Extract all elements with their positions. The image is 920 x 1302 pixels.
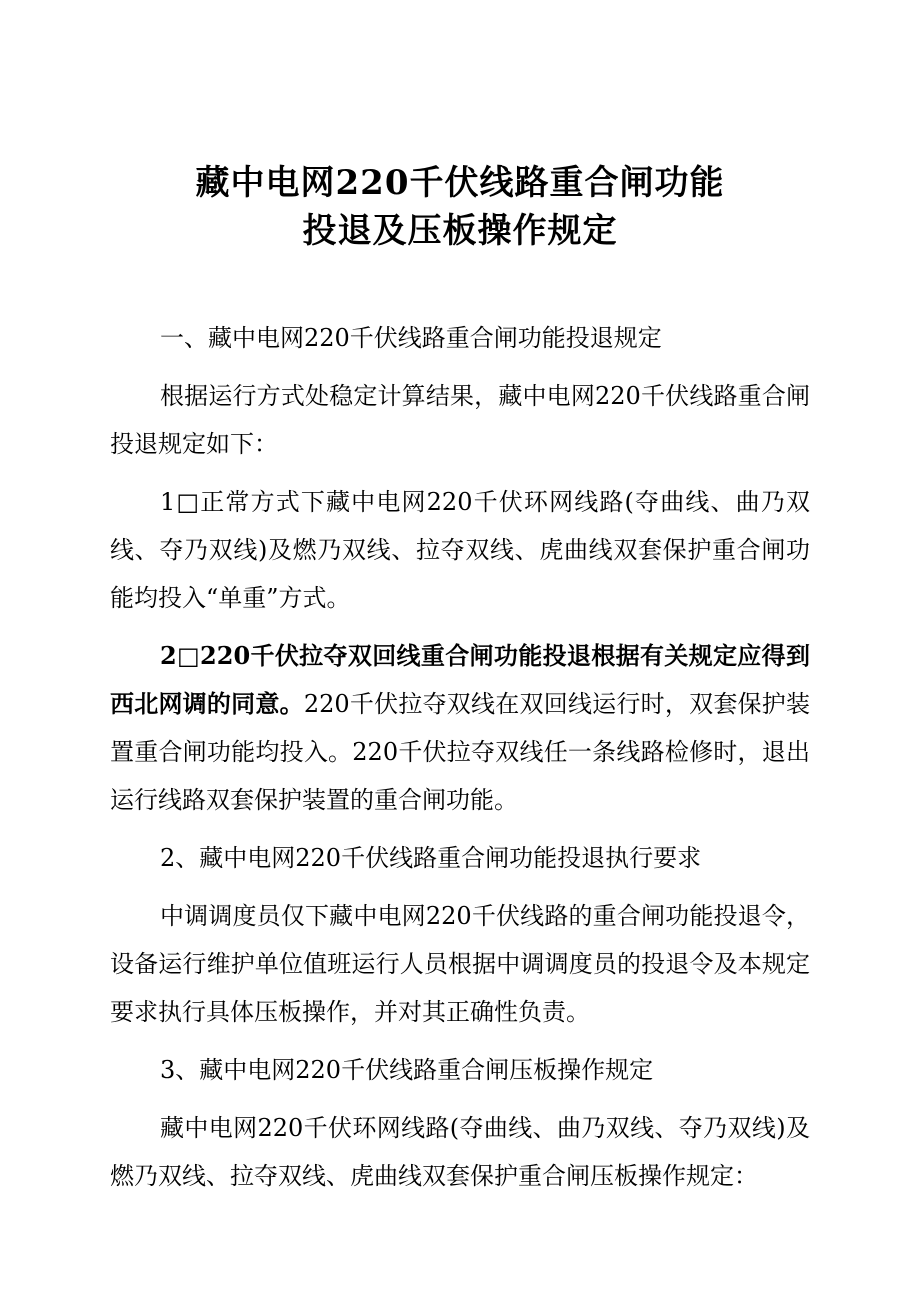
paragraph-3-bold-lead: 2□220千伏拉夺双回线重合闸功能投退根据有关规定应得到西北网调的同意。 — [110, 641, 810, 718]
document-title-line-2: 投退及压板操作规定 — [302, 211, 618, 251]
section-heading-3: 3、藏中电网220千伏线路重合闸压板操作规定 — [160, 1056, 654, 1084]
paragraph-3-rest: 220千伏拉夺双线在双回线运行时，双套保护装置重合闸功能均投入。220千伏拉夺双线任一条线路检修时，退出运行线路双套保护装置的重合闸功能。 — [110, 690, 811, 814]
paragraph-2: 1□正常方式下藏中电网220千伏环网线路(夺曲线、曲乃双线、夺乃双线)及燃乃双线、拉夺双线、虎曲线双套保护重合闸功能均投入“单重”方式。 — [110, 488, 810, 612]
section-heading-1: 一、藏中电网220千伏线路重合闸功能投退规定 — [160, 324, 662, 352]
paragraph-4: 中调调度员仅下藏中电网220千伏线路的重合闸功能投退令，设备运行维护单位值班运行人员根据中调调度员的投退令及本规定要求执行具体压板操作，并对其正确性负责。 — [110, 902, 810, 1026]
paragraph-3 — [110, 632, 810, 824]
document-body — [110, 314, 810, 1210]
paragraph-5: 藏中电网220千伏环网线路(夺曲线、曲乃双线、夺乃双线)及燃乃双线、拉夺双线、虎曲线双套保护重合闸压板操作规定： — [110, 1114, 810, 1190]
document-title-line-1: 藏中电网220千伏线路重合闸功能 — [195, 163, 725, 203]
section-heading-2: 2、藏中电网220千伏线路重合闸功能投退执行要求 — [160, 844, 702, 872]
paragraph-1: 根据运行方式处稳定计算结果，藏中电网220千伏线路重合闸投退规定如下： — [110, 382, 810, 458]
